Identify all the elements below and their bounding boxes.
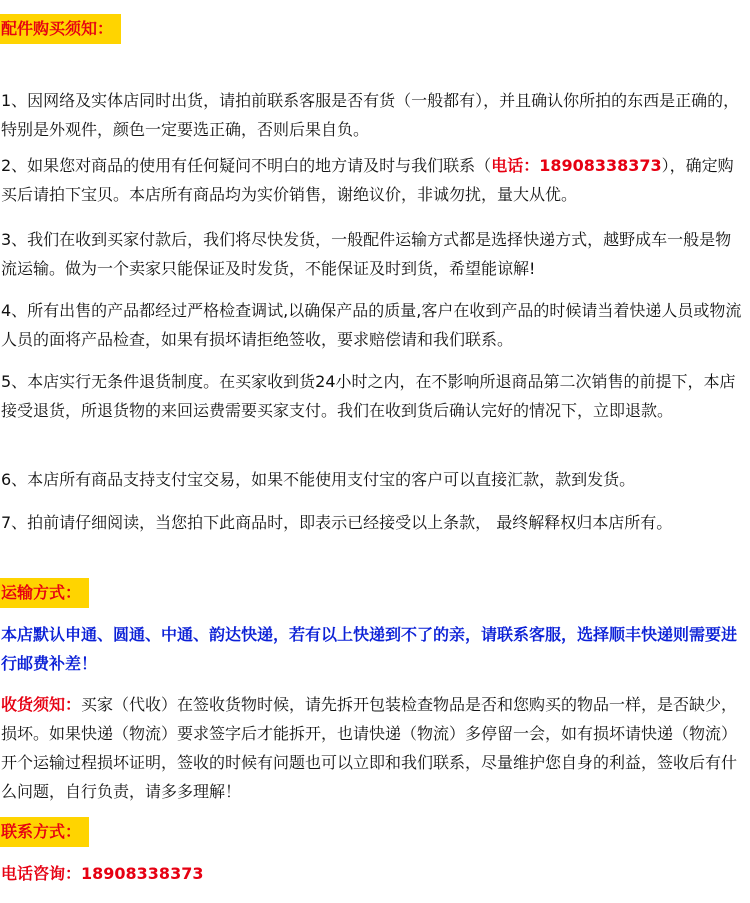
contact-heading: 联系方式： (0, 817, 89, 847)
purchase-item-6: 6、本店所有商品支持支付宝交易，如果不能使用支付宝的客户可以直接汇款，款到发货。 (1, 470, 636, 489)
contact-phone: 电话咨询：18908338373 (1, 864, 204, 883)
purchase-heading: 配件购买须知： (0, 14, 121, 44)
receipt-label: 收货须知： (1, 695, 82, 714)
purchase-item-2-tail: ），确定购买后请拍下宝贝。本店所有商品均为实价销售，谢绝议价，非诚勿扰，量大从优。 (1, 156, 734, 204)
purchase-phone: 电话：18908338373 (491, 156, 662, 175)
purchase-item-2-text: 2、如果您对商品的使用有任何疑问不明白的地方请及时与我们联系（ (1, 156, 492, 175)
purchase-item-1: 1、因网络及实体店同时出货，请拍前联系客服是否有货（一般都有），并且确认你所拍的东西是正确的，特别是外观件，颜色一定要选正确，否则后果自负。 (1, 91, 740, 139)
receipt-text: 买家（代收）在签收货物时候，请先拆开包装检查物品是否和您购买的物品一样，是否缺少，损坏。如果快递（物流）要求签字后才能拆开，也请快递（物流）多停留一会，如有损坏请快递（物流）开个运输过程损坏证明，签收的时候有问题也可以立即和我们联系，尽量维护您自身的利益，签收后有什么问题，自行负责，请多多理解！ (1, 695, 738, 801)
purchase-item-2 (1, 151, 746, 209)
purchase-item-4: 4、所有出售的产品都经过严格检查调试,以确保产品的质量,客户在收到产品的时候请当着快递人员或物流人员的面将产品检查，如果有损坏请拒绝签收，要求赔偿请和我们联系。 (1, 301, 742, 349)
receipt-notice (1, 690, 746, 806)
purchase-item-3: 3、我们在收到买家付款后，我们将尽快发货，一般配件运输方式都是选择快递方式，越野成车一般是物流运输。做为一个卖家只能保证及时发货，不能保证及时到货，希望能谅解! (1, 230, 732, 278)
shipping-notice: 本店默认申通、圆通、中通、韵达快递，若有以上快递到不了的亲，请联系客服，选择顺丰快递则需要进行邮费补差！ (1, 625, 738, 673)
shipping-heading: 运输方式： (0, 578, 89, 608)
purchase-item-7: 7、拍前请仔细阅读，当您拍下此商品时，即表示已经接受以上条款， 最终解释权归本店所有。 (1, 513, 673, 532)
purchase-item-5: 5、本店实行无条件退货制度。在买家收到货24小时之内，在不影响所退商品第二次销售的前提下，本店接受退货，所退货物的来回运费需要买家支付。我们在收到货后确认完好的情况下，立即退款。 (1, 372, 736, 420)
